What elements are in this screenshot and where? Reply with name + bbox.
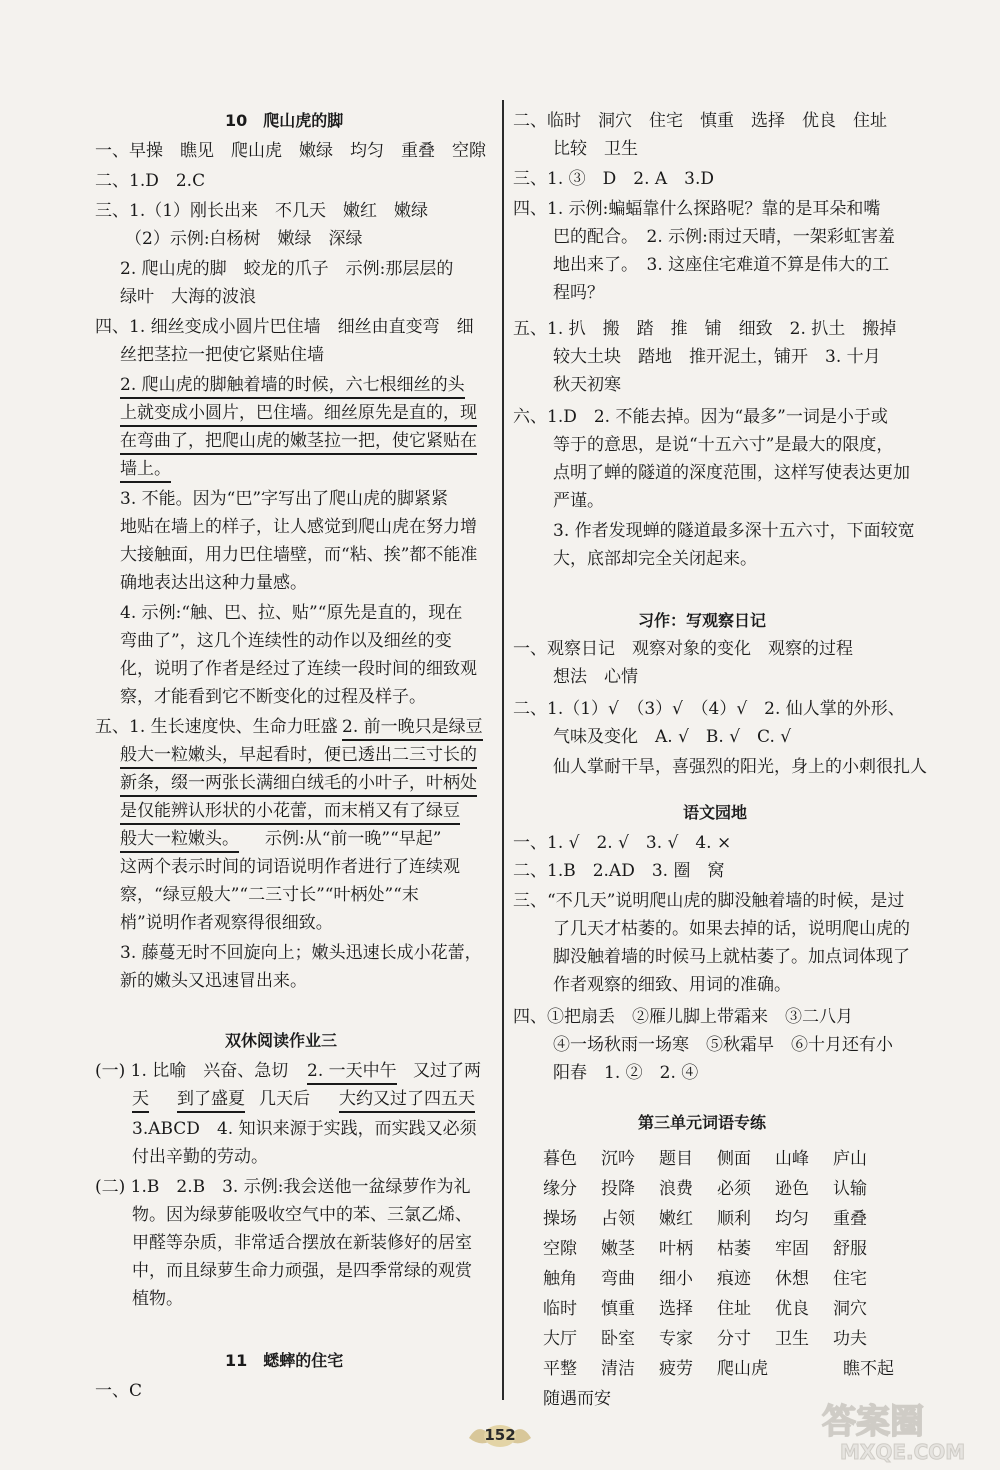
- vocab-word: 随遇而安: [543, 1389, 611, 1409]
- text-line: 察，“绿豆般大”“二三寸长”“叶柄处”“末: [120, 885, 419, 905]
- text-line: 在弯曲了，把爬山虎的嫩茎拉一把，使它紧贴在: [120, 430, 477, 455]
- text-line: 新的嫩头又迅速冒出来。: [120, 971, 307, 991]
- text-line: 六、1.D 2. 不能去掉。因为“最多”一词是小于或: [513, 407, 888, 427]
- vocab-word: 庐山: [833, 1149, 867, 1169]
- vocab-word: 休想: [775, 1269, 809, 1289]
- text-line: 3. 藤蔓无时不回旋向上；嫩头迅速长成小花蕾，: [120, 943, 482, 963]
- vocab-word: 叶柄: [659, 1239, 693, 1259]
- text-line: 3.ABCD 4. 知识来源于实践，而实践又必须: [132, 1119, 477, 1139]
- text-line: 一、1. √ 2. √ 3. √ 4. ×: [513, 833, 732, 853]
- text-line: 严谨。: [553, 491, 604, 511]
- text-line: (一) 1. 比喻 兴奋、急切: [95, 1061, 306, 1081]
- vocab-word: 平整: [543, 1359, 577, 1379]
- vocab-word: 必须: [717, 1179, 751, 1199]
- text-line: 绿叶 大海的波浪: [120, 287, 256, 307]
- text-line: 般大一粒嫩头。: [120, 828, 239, 853]
- vocab-word: 嫩茎: [601, 1239, 635, 1259]
- vocab-word: 卧室: [601, 1329, 635, 1349]
- vocab-word: 操场: [543, 1209, 577, 1229]
- vocab-word: 住宅: [833, 1269, 867, 1289]
- vocab-word: 临时: [543, 1299, 577, 1319]
- vocab-word: 功夫: [833, 1329, 867, 1349]
- text-line: 付出辛勤的劳动。: [132, 1147, 268, 1167]
- vocab-word: 疲劳: [659, 1359, 693, 1379]
- vocab-word: 题目: [659, 1149, 693, 1169]
- text-line: 弯曲了”，这几个连续性的动作以及细丝的变: [120, 631, 452, 651]
- vocab-word: 专家: [659, 1329, 693, 1349]
- text-line: 地出来了。 3. 这座住宅难道不算是伟大的工: [553, 255, 890, 275]
- text-line: 三、“不几天”说明爬山虎的脚没触着墙的时候，是过: [513, 891, 905, 911]
- text-line: 二、临时 洞穴 住宅 慎重 选择 优良 住址: [513, 111, 887, 131]
- vocab-word: 均匀: [775, 1209, 809, 1229]
- text-line: 大约又过了四五天: [339, 1088, 475, 1113]
- text-line: 2. 爬山虎的脚 蛟龙的爪子 示例:那层层的: [120, 259, 454, 279]
- text-line: 植物。: [132, 1289, 183, 1309]
- text-line: 物。因为绿萝能吸收空气中的苯、三氯乙烯、: [132, 1205, 472, 1225]
- vocab-word: 舒服: [833, 1239, 867, 1259]
- text-line: 作者观察的细致、用词的准确。: [553, 975, 791, 995]
- text-line: 新条，缀一两张长满细白绒毛的小叶子，叶柄处: [120, 772, 477, 797]
- svg-text:MXQE.COM: MXQE.COM: [840, 1440, 966, 1464]
- text-line: 4. 示例:“触、巴、拉、贴”“原先是直的，现在: [120, 603, 463, 623]
- text-line: 等于的意思，是说“十五六寸”是最大的限度，: [553, 435, 894, 455]
- vocab-word: 住址: [717, 1299, 751, 1319]
- vocab-word: 枯萎: [717, 1239, 751, 1259]
- svg-text:答案圈: 答案圈: [822, 1402, 924, 1442]
- text-line: 三、1.（1）刚长出来 不几天 嫩红 嫩绿: [95, 201, 429, 221]
- text-line: 3. 不能。因为“巴”字写出了爬山虎的脚紧紧: [120, 489, 449, 509]
- text-line: 想法 心情: [553, 667, 638, 687]
- text-line: 2. 前一晚只是绿豆: [342, 716, 483, 741]
- text-line: 四、1. 示例:蝙蝠靠什么探路呢？靠的是耳朵和嘴: [513, 199, 881, 219]
- section-heading: 11 蟋蟀的住宅: [225, 1351, 344, 1370]
- text-line: 一、早操 瞧见 爬山虎 嫩绿 均匀 重叠 空隙: [95, 141, 486, 161]
- text-line: ④一场秋雨一场寒 ⑤秋霜早 ⑥十月还有小: [553, 1035, 893, 1055]
- vocab-word: 卫生: [775, 1329, 809, 1349]
- vocab-word: 占领: [601, 1209, 635, 1229]
- text-line: 大，底部却完全关闭起来。: [553, 549, 757, 569]
- text-line: （2）示例:白杨树 嫩绿 深绿: [125, 229, 363, 249]
- text-line: 一、C: [95, 1381, 143, 1401]
- text-line: 点明了蝉的隧道的深度范围，这样写使表达更加: [553, 463, 910, 483]
- page-number: 152: [465, 1418, 535, 1452]
- text-line: 察，才能看到它不断变化的过程及样子。: [120, 687, 426, 707]
- text-line: 大接触面，用力巴住墙壁，而“粘、挨”都不能准: [120, 545, 478, 565]
- text-line: 3. 作者发现蝉的隧道最多深十五六寸，下面较宽: [553, 521, 915, 541]
- text-line: 程吗？: [553, 283, 604, 303]
- text-line: 了几天才枯萎的。如果去掉的话，说明爬山虎的: [553, 919, 910, 939]
- text-line: 三、1. ③ D 2. A 3.D: [513, 169, 715, 189]
- text-line: 般大一粒嫩头，早起看时，便已透出二三寸长的: [120, 744, 477, 769]
- text-line: 梢”说明作者观察得很细致。: [120, 913, 333, 933]
- section-heading: 双休阅读作业三: [225, 1031, 338, 1050]
- text-line: 确地表达出这种力量感。: [120, 573, 307, 593]
- text-line: 地贴在墙上的样子，让人感觉到爬山虎在努力增: [120, 517, 477, 537]
- text-line: 秋天初寒: [553, 375, 621, 395]
- text-line: 丝把茎拉一把使它紧贴住墙: [120, 345, 324, 365]
- text-line: 化，说明了作者是经过了连续一段时间的细致观: [120, 659, 477, 679]
- text-line: 二、1.D 2.C: [95, 171, 206, 191]
- vocab-word: 慎重: [601, 1299, 635, 1319]
- vocab-word: 侧面: [717, 1149, 751, 1169]
- vocab-word: 大厅: [543, 1329, 577, 1349]
- vocab-word: 触角: [543, 1269, 577, 1289]
- text-line: 2. 一天中午: [307, 1060, 397, 1085]
- text-line: 到了盛夏: [177, 1088, 245, 1113]
- vocab-word: 逊色: [775, 1179, 809, 1199]
- text-line: 一、观察日记 观察对象的变化 观察的过程: [513, 639, 853, 659]
- section-heading: 10 爬山虎的脚: [225, 111, 344, 130]
- vocab-word: 顺利: [717, 1209, 751, 1229]
- text-line: 阳春 1. ② 2. ④: [553, 1063, 699, 1083]
- text-line: (二) 1.B 2.B 3. 示例:我会送他一盆绿萝作为礼: [95, 1177, 471, 1197]
- vocab-word: 痕迹: [717, 1269, 751, 1289]
- vocab-word: 沉吟: [601, 1149, 635, 1169]
- text-line: 天: [132, 1088, 149, 1113]
- text-line: 四、1. 细丝变成小圆片巴住墙 细丝由直变弯 细: [95, 317, 474, 337]
- vocab-word: 爬山虎: [717, 1359, 768, 1379]
- section-heading: 第三单元词语专练: [638, 1113, 767, 1132]
- text-line: 2. 爬山虎的脚触着墙的时候，六七根细丝的头: [120, 374, 465, 399]
- text-line: 比较 卫生: [553, 139, 638, 159]
- text-line: 示例:从“前一晚”“早起”: [265, 829, 442, 849]
- vocab-word: 洞穴: [833, 1299, 867, 1319]
- text-line: 二、1.（1）√ （3）√ （4）√ 2. 仙人掌的外形、: [513, 699, 905, 719]
- vocab-word: 细小: [659, 1269, 693, 1289]
- text-line: 仙人掌耐干旱，喜强烈的阳光，身上的小刺很扎人: [553, 757, 927, 777]
- text-line: 五、1. 生长速度快、生命力旺盛: [95, 717, 355, 737]
- vocab-word: 弯曲: [601, 1269, 635, 1289]
- vocab-word: 嫩红: [659, 1209, 693, 1229]
- section-heading: 习作：写观察日记: [638, 611, 767, 630]
- text-line: 五、1. 扒 搬 踏 推 铺 细致 2. 扒土 搬掉: [513, 319, 897, 339]
- column-divider: [502, 100, 504, 1400]
- vocab-word: 山峰: [775, 1149, 809, 1169]
- text-line: 墙上。: [120, 458, 171, 483]
- vocab-word: 分寸: [717, 1329, 751, 1349]
- text-line: 是仅能辨认形状的小花蕾，而末梢又有了绿豆: [120, 800, 460, 825]
- text-line: 上就变成小圆片，巴住墙。细丝原先是直的，现: [120, 402, 477, 427]
- text-line: 甲醛等杂质，非常适合摆放在新装修好的居室: [132, 1233, 472, 1253]
- text-line: 脚没触着墙的时候马上就枯萎了。加点词体现了: [553, 947, 910, 967]
- vocab-word: 空隙: [543, 1239, 577, 1259]
- text-line: 较大土块 踏地 推开泥土，铺开 3. 十月: [553, 347, 881, 367]
- vocab-word: 牢固: [775, 1239, 809, 1259]
- text-line: 四、①把扇丢 ②雁儿脚上带霜来 ③二八月: [513, 1007, 853, 1027]
- vocab-word: 缘分: [543, 1179, 577, 1199]
- vocab-word: 暮色: [543, 1149, 577, 1169]
- text-line: 二、1.B 2.AD 3. 圈 窝: [513, 861, 725, 881]
- vocab-word: 瞧不起: [843, 1359, 894, 1379]
- section-heading: 语文园地: [683, 803, 748, 822]
- vocab-word: 选择: [659, 1299, 693, 1319]
- vocab-word: 投降: [601, 1179, 635, 1199]
- text-line: 中，而且绿萝生命力顽强，是四季常绿的观赏: [132, 1261, 472, 1281]
- text-line: 气味及变化 A. √ B. √ C. √: [553, 727, 792, 747]
- vocab-word: 优良: [775, 1299, 809, 1319]
- vocab-word: 浪费: [659, 1179, 693, 1199]
- vocab-word: 清洁: [601, 1359, 635, 1379]
- vocab-word: 重叠: [833, 1209, 867, 1229]
- text-line: 几天后: [259, 1089, 310, 1109]
- text-line: 巴的配合。 2. 示例:雨过天晴，一架彩虹害羞: [553, 227, 895, 247]
- text-line: 又过了两: [413, 1061, 481, 1081]
- vocab-word: 认输: [833, 1179, 867, 1199]
- watermark-logo: [810, 1395, 990, 1465]
- text-line: 这两个表示时间的词语说明作者进行了连续观: [120, 857, 460, 877]
